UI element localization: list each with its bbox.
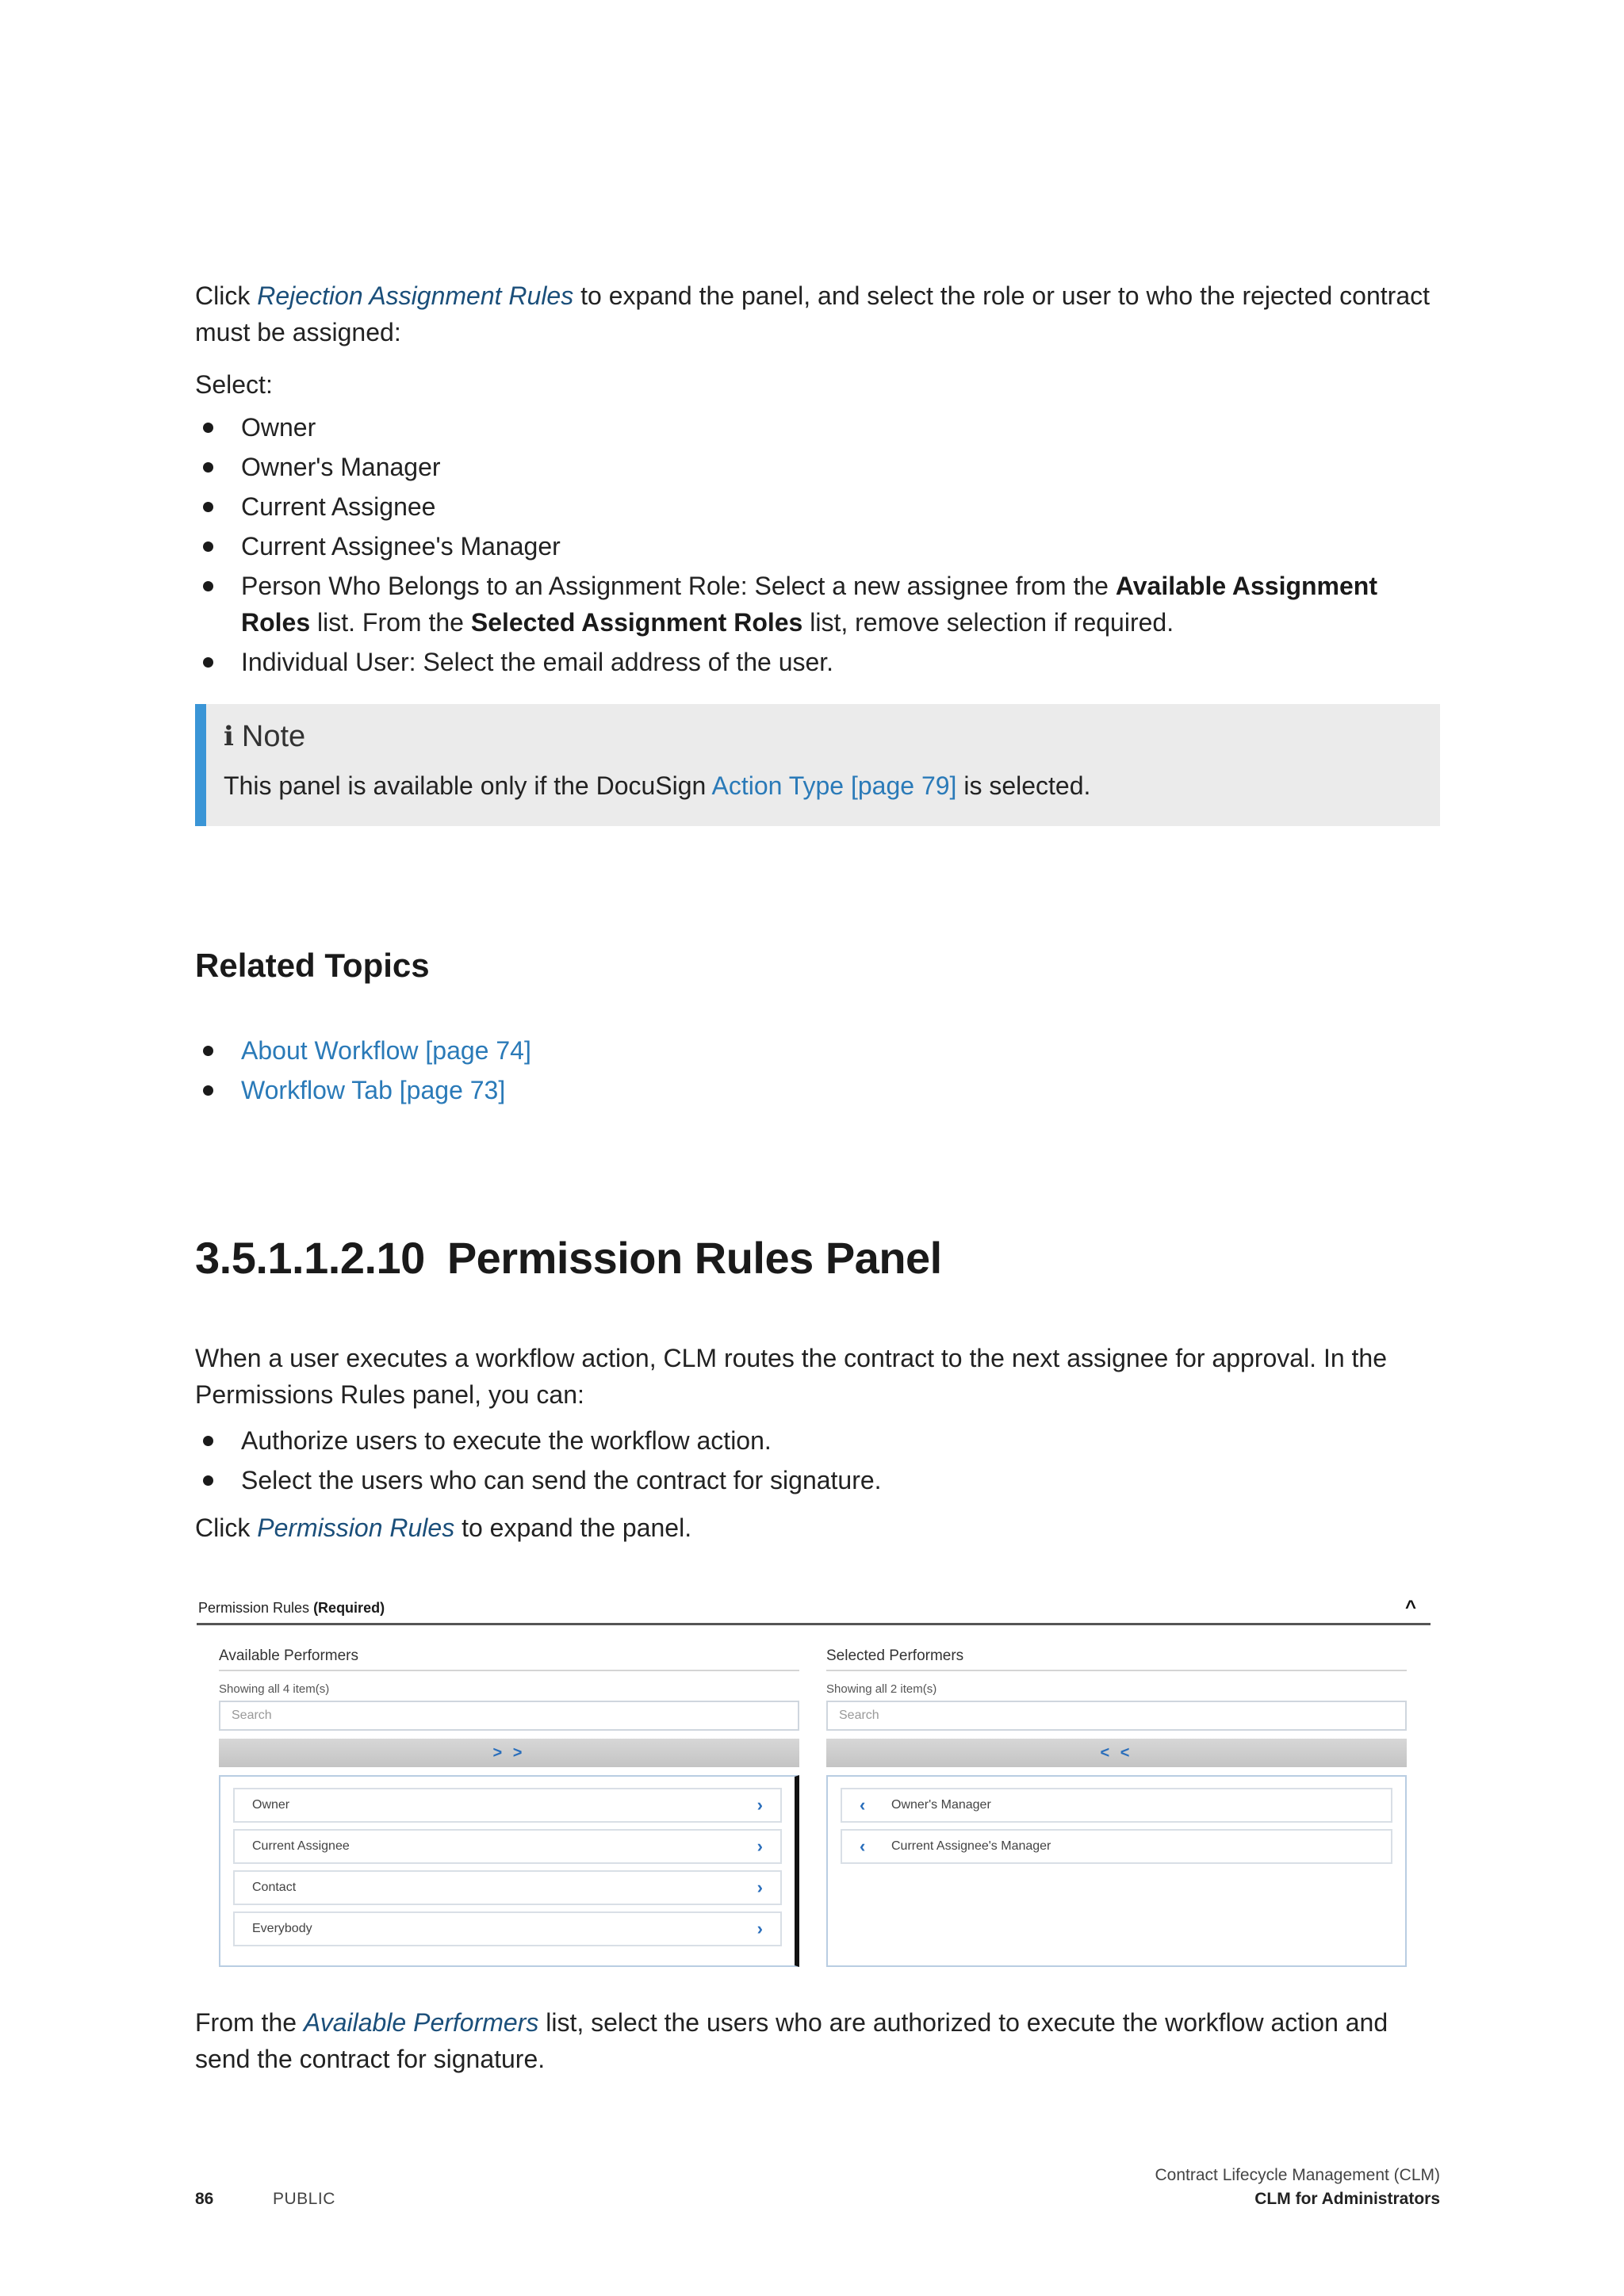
about-workflow-link[interactable]: About Workflow [page 74] [241,1036,531,1065]
intro-paragraph [195,277,1440,350]
chevron-up-icon[interactable]: ^ [1404,1597,1416,1618]
move-all-right-button[interactable]: > > [219,1739,799,1767]
note-body [224,767,1419,804]
intro-pre: Click [195,281,258,310]
page-content [195,277,1440,1546]
document-subtitle: CLM for Administrators [1254,2190,1440,2208]
chevron-left-icon[interactable]: ‹ [860,1836,866,1856]
permission-rules-term: Permission Rules [257,1513,455,1542]
item-label: Current Assignee's Manager [891,1839,1051,1853]
section-bullets [195,1422,1440,1498]
list-item[interactable] [233,1870,782,1905]
chevron-right-icon[interactable]: › [756,1919,763,1938]
select-label: Select: [195,370,273,399]
info-icon: i [224,721,234,752]
item-label: Contact [252,1881,297,1894]
click-perm-post: to expand the panel. [454,1513,692,1542]
chevron-right-icon[interactable]: › [756,1877,763,1897]
list-item[interactable] [233,1788,782,1823]
item-label: Everybody [252,1922,312,1935]
selected-count: Showing all 2 item(s) [826,1682,937,1696]
list-item: Select the users who can send the contract for signature. [195,1462,1440,1498]
chevron-left-icon[interactable]: ‹ [860,1795,866,1815]
click-permission-paragraph [195,1510,1440,1546]
list-item [195,1032,1440,1069]
panel-header[interactable] [197,1594,1431,1625]
item-label: Current Assignee [252,1839,350,1853]
selected-assignment-roles-term: Selected Assignment Roles [470,608,803,637]
outro-post: list, select the users who are authorized to execute the workflow action and send the contract for signature. [195,2008,1388,2073]
option-role-mid: list. From the [310,608,471,637]
permission-rules-screenshot [197,1594,1434,1974]
list-item[interactable] [841,1829,1392,1864]
available-performers-column [219,1647,799,1967]
assignee-options-list [195,409,1440,680]
list-item [195,1072,1440,1108]
section-title: Permission Rules Panel [446,1233,942,1283]
document-title: Contract Lifecycle Management (CLM) [1155,2166,1440,2184]
list-item: Individual User: Select the email address of the user. [195,644,1440,680]
available-performers-term: Available Performers [303,2008,539,2037]
chevron-right-icon[interactable]: › [756,1836,763,1856]
available-performers-list [219,1775,799,1967]
list-item[interactable] [233,1911,782,1946]
action-type-link[interactable]: Action Type [page 79] [711,771,957,800]
list-item[interactable] [841,1788,1392,1823]
rejection-assignment-rules-term: Rejection Assignment Rules [257,281,574,310]
related-topics-list [195,1032,1440,1108]
page-footer [195,2166,1440,2214]
note-box [195,704,1440,826]
classification-label: PUBLIC [273,2190,335,2208]
intro-post: to expand the panel, and select the role or user to who the rejected contract must be assigned: [195,281,1430,346]
item-label: Owner [252,1798,290,1812]
panel-title [198,1600,385,1617]
item-label: Owner's Manager [891,1798,991,1812]
option-role-pre: Person Who Belongs to an Assignment Role: Select a new assignee from the [241,572,1116,600]
move-all-left-button[interactable]: < < [826,1739,1407,1767]
available-search-input[interactable]: Search [219,1701,799,1731]
note-post: is selected. [956,771,1091,800]
chevron-right-icon[interactable]: › [756,1795,763,1815]
selected-search-input[interactable]: Search [826,1701,1407,1731]
section-number: 3.5.1.1.2.10 [195,1233,425,1283]
workflow-tab-link[interactable]: Workflow Tab [page 73] [241,1076,506,1104]
selected-performers-title: Selected Performers [826,1647,1407,1671]
note-title: Note [241,720,306,753]
note-pre: This panel is available only if the DocuSign [224,771,712,800]
click-perm-pre: Click [195,1513,258,1542]
panel-title-text: Permission Rules [198,1600,310,1616]
selected-performers-list [826,1775,1407,1967]
section-heading [195,1230,1440,1286]
option-role-post: list, remove selection if required. [802,608,1174,637]
list-item: Current Assignee's Manager [195,528,1440,564]
available-count: Showing all 4 item(s) [219,1682,330,1696]
list-item: Owner's Manager [195,449,1440,485]
list-item: Owner [195,409,1440,446]
list-item[interactable] [233,1829,782,1864]
selected-performers-column [826,1647,1407,1967]
outro-pre: From the [195,2008,304,2037]
list-item: Current Assignee [195,488,1440,525]
section-intro: When a user executes a workflow action, CLM routes the contract to the next assignee for approval. In the Permissions Rules panel, you can: [195,1344,1388,1409]
list-item [195,568,1440,641]
page-number: 86 [195,2190,214,2208]
list-item: Authorize users to execute the workflow action. [195,1422,1440,1459]
outro-block [195,2004,1440,2077]
available-performers-title: Available Performers [219,1647,799,1671]
required-marker: (Required) [313,1600,385,1616]
available-assignment-roles-term: Available Assignment Roles [241,572,1377,637]
outro-paragraph [195,2004,1440,2077]
note-heading [224,715,1419,758]
related-topics-heading: Related Topics [195,947,430,984]
